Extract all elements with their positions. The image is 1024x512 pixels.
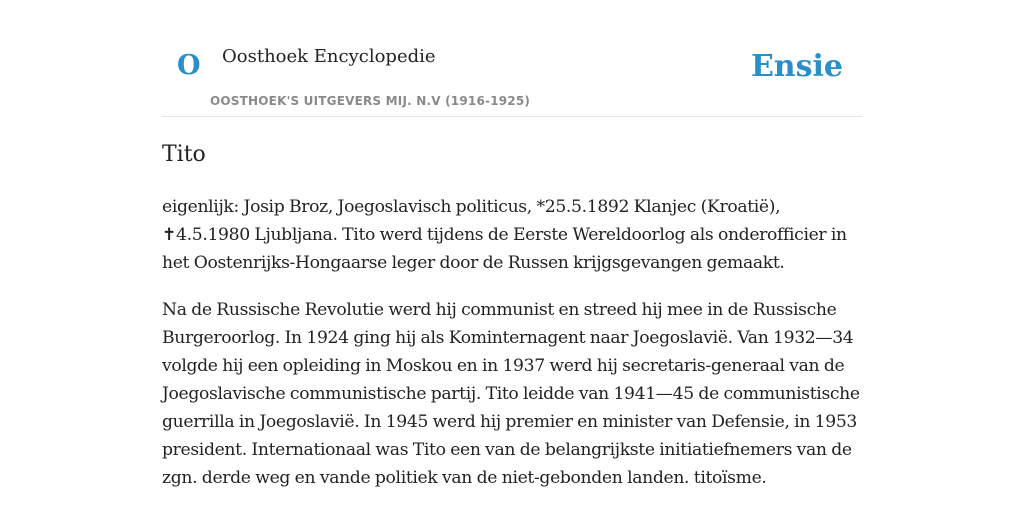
ensie-logo-link[interactable]: Ensie bbox=[750, 49, 843, 84]
article-paragraph-1: eigenlijk: Josip Broz, Joegoslavisch politicus, *25.5.1892 Klanjec (Kroatië), ✝4.5.1980 Ljubljana. Tito werd tijdens de Eerste Wereldoorlog als onderofficier in het Oostenrijks-Hongaarse leger door de Russen krijgsgevangen gemaakt. bbox=[162, 197, 847, 273]
article bbox=[162, 140, 862, 492]
source-title-link[interactable]: Oosthoek Encyclopedie bbox=[222, 46, 436, 67]
page-header bbox=[162, 0, 862, 117]
article-paragraph-2: Na de Russische Revolutie werd hij communist en streed hij mee in de Russische Burgeroorlog. In 1924 ging hij als Kominternagent naar Joegoslavië. Van 1932—34 volgde hij een opleiding in Moskou en in 1937 werd hij secretaris-generaal van de Joegoslavische communistische partij. Tito leidde van 1941—45 de communistische guerrilla in Joegoslavië. In 1945 werd hij premier en minister van Defensie, in 1953 president. Internationaal was Tito een van de belangrijkste initiatiefnemers van de zgn. derde weg en vande politiek van de niet-gebonden landen. titoïsme. bbox=[162, 300, 860, 488]
publisher-label: OOSTHOEK'S UITGEVERS MIJ. N.V (1916-1925) bbox=[210, 94, 531, 108]
source-logo[interactable]: O bbox=[177, 50, 201, 81]
article-title: Tito bbox=[162, 142, 206, 167]
